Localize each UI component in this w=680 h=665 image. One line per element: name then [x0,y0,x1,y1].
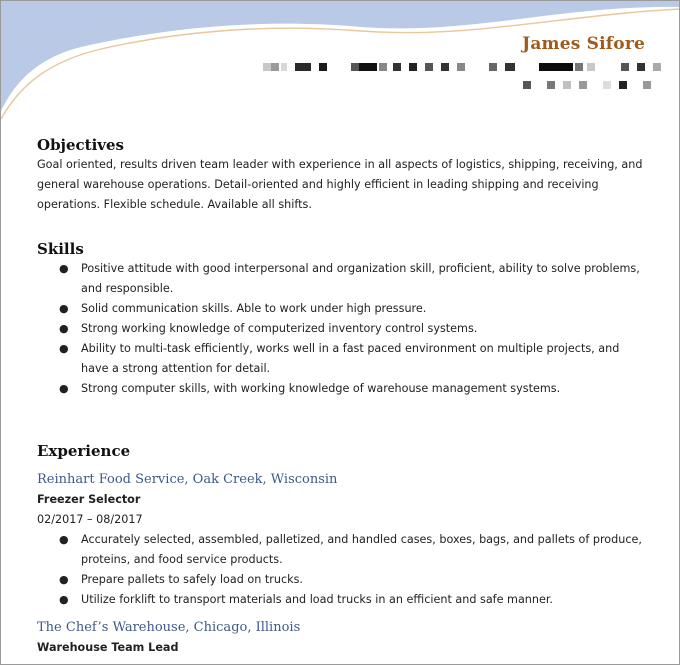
experience-section [37,441,647,658]
objectives-heading: Objectives [37,136,124,154]
skill-item: ● Strong working knowledge of computerized inventory control systems. [37,319,647,339]
bullet-icon: ● [59,593,69,606]
objectives-section [37,135,647,215]
job-entry [37,618,647,658]
duty-item: ● Prepare pallets to safely load on trucks. [37,570,647,590]
bullet-icon: ● [59,302,69,315]
job-entry [37,470,647,610]
skills-list [37,259,647,399]
job-role: Warehouse Team Lead [37,641,179,654]
skill-item: ● Positive attitude with good interpersonal and organization skill, proficient, ability to solve problems, and responsible. [37,259,647,299]
duty-item: ● Accurately selected, assembled, palletized, and handled cases, boxes, bags, and pallets of produce, proteins, and food service products. [37,530,647,570]
skill-item: ● Ability to multi-task efficiently, works well in a fast paced environment on multiple projects, and have a strong attention for detail. [37,339,647,379]
job-company: The Chef’s Warehouse, Chicago, Illinois [37,620,301,635]
header-wave [1,1,680,121]
bullet-icon: ● [59,533,69,546]
candidate-name: James Sifore [522,34,645,54]
duty-item: ● Utilize forklift to transport materials and load trucks in an efficient and safe manner. [37,590,647,610]
job-role: Freezer Selector [37,493,141,506]
bullet-icon: ● [59,262,69,275]
job-dates: 02/2017 – 08/2017 [37,513,143,526]
skills-heading: Skills [37,240,84,258]
skills-section [37,239,647,399]
bullet-icon: ● [59,342,69,355]
experience-heading: Experience [37,442,131,460]
skill-item: ● Solid communication skills. Able to work under high pressure. [37,299,647,319]
skill-item: ● Strong computer skills, with working knowledge of warehouse management systems. [37,379,647,399]
bullet-icon: ● [59,322,69,335]
resume-body [37,135,647,658]
bullet-icon: ● [59,573,69,586]
bullet-icon: ● [59,382,69,395]
job-company: Reinhart Food Service, Oak Creek, Wisconsin [37,472,338,487]
job-duties [37,530,647,610]
objectives-text: Goal oriented, results driven team leader with experience in all aspects of logistics, shipping, receiving, and general warehouse operations. Detail-oriented and highly efficient in leading shipping and receiving operations. Flexible schedule. Available all shifts. [37,158,643,211]
